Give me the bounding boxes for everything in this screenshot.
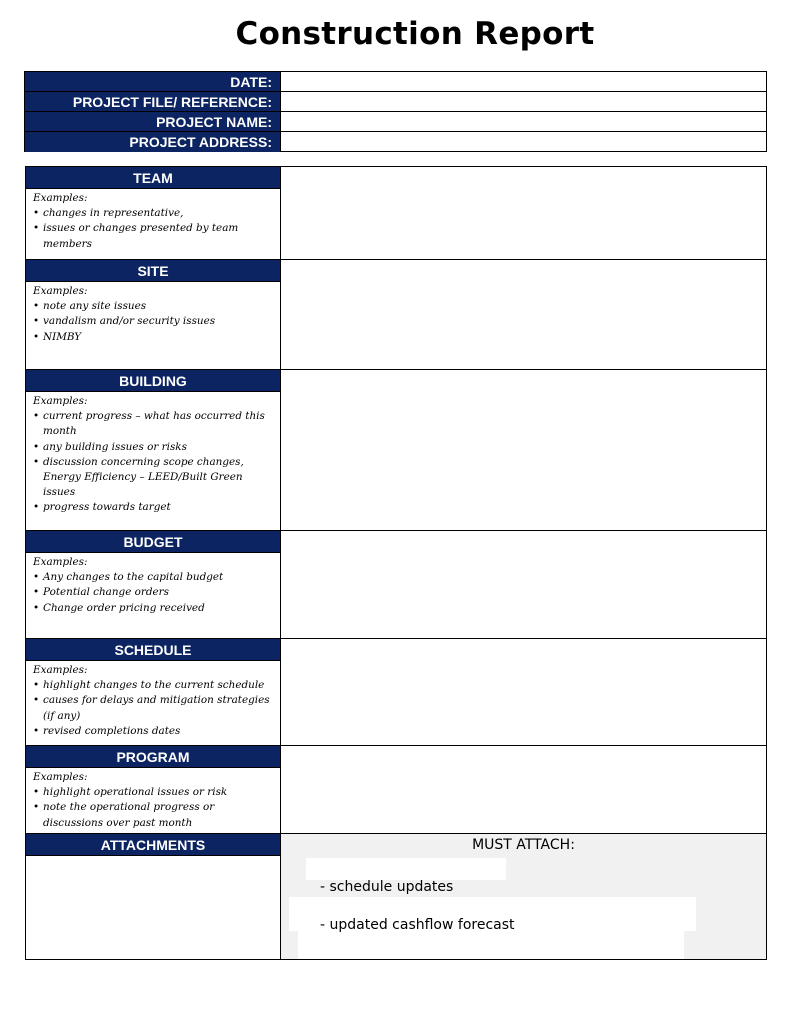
- site-heading: SITE: [26, 260, 280, 282]
- examples-label: Examples:: [33, 556, 88, 568]
- program-guidance: [26, 746, 281, 833]
- project-address-label: PROJECT ADDRESS:: [25, 132, 281, 152]
- budget-section: [26, 531, 766, 639]
- site-examples: [26, 282, 280, 345]
- project-info-table: [24, 71, 767, 152]
- date-row: [25, 72, 766, 92]
- examples-label: Examples:: [33, 395, 88, 407]
- program-examples: [26, 768, 280, 831]
- must-attach-heading: MUST ATTACH:: [472, 837, 575, 853]
- list-item: • highlight operational issues or risk: [33, 785, 274, 800]
- list-item: • causes for delays and mitigation strategies (if any): [33, 693, 274, 723]
- program-heading: PROGRAM: [26, 746, 280, 768]
- list-item: • NIMBY: [33, 330, 274, 345]
- team-heading: TEAM: [26, 167, 280, 189]
- attachments-section: [26, 834, 766, 959]
- list-item: • issues or changes presented by team members: [33, 221, 274, 251]
- attachment-item-schedule: - schedule updates: [320, 879, 454, 895]
- attachment-item-cashflow: - updated cashflow forecast: [320, 917, 515, 933]
- program-notes-field[interactable]: [281, 746, 766, 833]
- list-item: • discussion concerning scope changes, Energy Efficiency – LEED/Built Green issues: [33, 455, 274, 501]
- examples-label: Examples:: [33, 192, 88, 204]
- project-name-row: [25, 112, 766, 132]
- project-file-row: [25, 92, 766, 112]
- list-item: • changes in representative,: [33, 206, 274, 221]
- list-item: • note any site issues: [33, 299, 274, 314]
- project-name-label: PROJECT NAME:: [25, 112, 281, 131]
- examples-label: Examples:: [33, 664, 88, 676]
- project-file-field[interactable]: [281, 92, 766, 111]
- list-item: • note the operational progress or discussions over past month: [33, 800, 274, 830]
- program-section: [26, 746, 766, 834]
- white-patch: [306, 858, 506, 880]
- list-item: • current progress – what has occurred this month: [33, 409, 274, 439]
- team-notes-field[interactable]: [281, 167, 766, 259]
- list-item: • highlight changes to the current schedule: [33, 678, 274, 693]
- date-field[interactable]: [281, 72, 766, 91]
- project-address-row: [25, 132, 766, 152]
- project-address-field[interactable]: [281, 132, 766, 152]
- team-examples: [26, 189, 280, 252]
- budget-examples: [26, 553, 280, 616]
- schedule-guidance: [26, 639, 281, 745]
- list-item: • vandalism and/or security issues: [33, 314, 274, 329]
- project-name-field[interactable]: [281, 112, 766, 131]
- examples-label: Examples:: [33, 771, 88, 783]
- report-sections-table: [25, 166, 767, 960]
- attachments-guidance: [26, 834, 281, 959]
- schedule-examples: [26, 661, 280, 739]
- building-guidance: [26, 370, 281, 530]
- budget-guidance: [26, 531, 281, 638]
- examples-label: Examples:: [33, 285, 88, 297]
- team-section: [26, 167, 766, 260]
- attachments-heading: ATTACHMENTS: [26, 834, 280, 856]
- date-label: DATE:: [25, 72, 281, 91]
- site-section: [26, 260, 766, 370]
- building-notes-field[interactable]: [281, 370, 766, 530]
- list-item: • Any changes to the capital budget: [33, 570, 274, 585]
- budget-heading: BUDGET: [26, 531, 280, 553]
- building-heading: BUILDING: [26, 370, 280, 392]
- building-examples: [26, 392, 280, 516]
- list-item: • Potential change orders: [33, 585, 274, 600]
- schedule-notes-field[interactable]: [281, 639, 766, 745]
- project-file-label: PROJECT FILE/ REFERENCE:: [25, 92, 281, 111]
- report-title: Construction Report: [235, 16, 595, 52]
- white-patch: [298, 931, 684, 959]
- schedule-section: [26, 639, 766, 746]
- list-item: • Change order pricing received: [33, 601, 274, 616]
- building-section: [26, 370, 766, 531]
- site-notes-field[interactable]: [281, 260, 766, 369]
- list-item: • progress towards target: [33, 500, 274, 515]
- team-guidance: [26, 167, 281, 259]
- site-guidance: [26, 260, 281, 369]
- list-item: • revised completions dates: [33, 724, 274, 739]
- attachments-field[interactable]: [281, 834, 766, 959]
- schedule-heading: SCHEDULE: [26, 639, 280, 661]
- list-item: • any building issues or risks: [33, 440, 274, 455]
- budget-notes-field[interactable]: [281, 531, 766, 638]
